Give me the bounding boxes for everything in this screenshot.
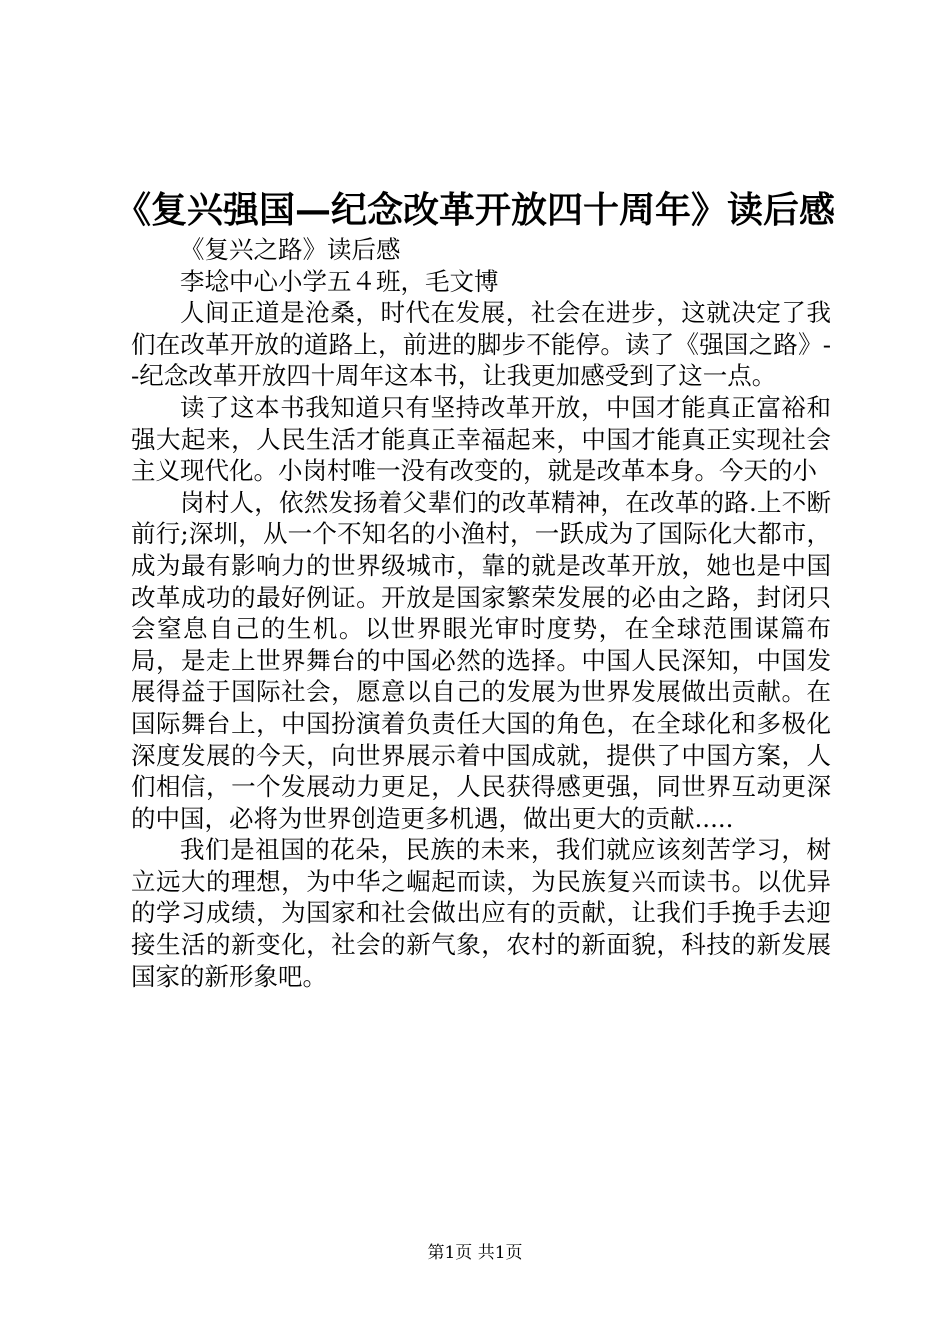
body-paragraph: 人间正道是沧桑，时代在发展，社会在进步，这就决定了我们在改革开放的道路上，前进的脚步不能停。读了《强国之路》--纪念改革开放四十周年这本书，让我更加感受到了这一点。 bbox=[131, 298, 831, 391]
body-paragraph: 我们是祖国的花朵，民族的未来，我们就应该刻苦学习，树立远大的理想，为中华之崛起而读，为民族复兴而读书。以优异的学习成绩，为国家和社会做出应有的贡献，让我们手挽手去迎接生活的新变化，社会的新气象，农村的新面貌，科技的新发展国家的新形象吧。 bbox=[131, 835, 831, 991]
subtitle-line: 《复兴之路》读后感 bbox=[180, 235, 401, 264]
document-body bbox=[131, 234, 831, 992]
body-paragraph: 读了这本书我知道只有坚持改革开放，中国才能真正富裕和强大起来，人民生活才能真正幸福起来，中国才能真正实现社会主义现代化。小岗村唯一没有改变的，就是改革本身。今天的小 bbox=[131, 392, 831, 486]
page-footer: 第1页 共1页 bbox=[427, 1243, 523, 1263]
body-paragraph: 岗村人，依然发扬着父辈们的改革精神，在改革的路.上不断前行;深圳，从一个不知名的小渔村，一跃成为了国际化大都市，成为最有影响力的世界级城市，靠的就是改革开放，她也是中国改革成功的最好例证。开放是国家繁荣发展的必由之路，封闭只会窒息自己的生机。以世界眼光审时度势，在全球范围谋篇布局，是走上世界舞台的中国必然的选择。中国人民深知，中国发展得益于国际社会，愿意以自己的发展为世界发展做出贡献。在国际舞台上，中国扮演着负责任大国的角色，在全球化和多极化深度发展的今天，向世界展示着中国成就，提供了中国方案，人们相信，一个发展动力更足，人民获得感更强，同世界互动更深的中国，必将为世界创造更多机遇，做出更大的贡献..... bbox=[131, 487, 831, 833]
document-title: 《复兴强国—纪念改革开放四十周年》读后感 bbox=[114, 189, 835, 231]
author-line: 李埝中心小学五４班，毛文博 bbox=[180, 266, 499, 296]
